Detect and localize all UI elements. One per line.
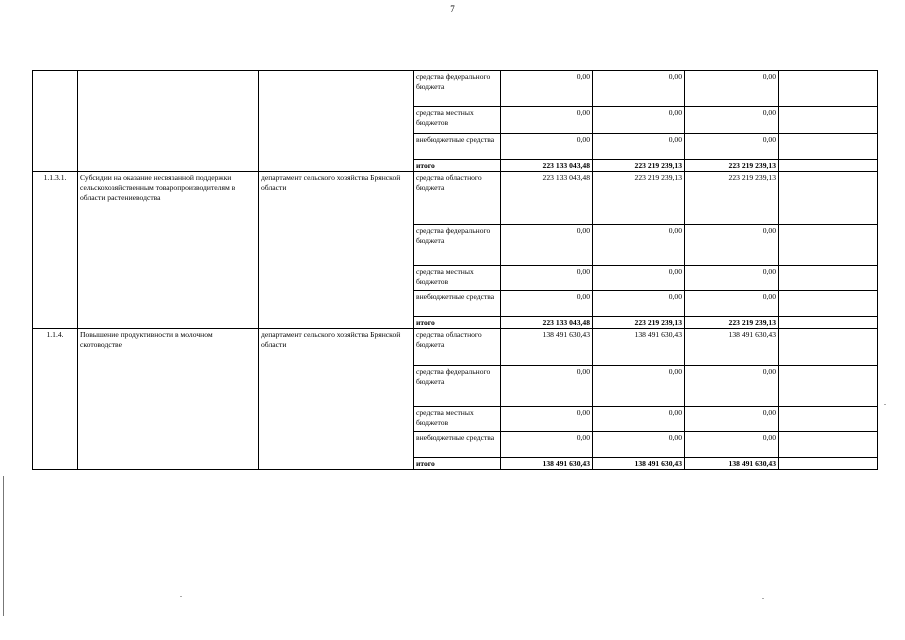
scan-artifact-dot <box>180 596 182 597</box>
amount-cell-year-3: 0,00 <box>685 71 779 107</box>
funding-source-cell: средства федерального бюджета <box>414 366 501 407</box>
amount-cell-year-2: 0,00 <box>593 134 685 160</box>
empty-cell <box>779 71 878 107</box>
amount-cell-year-2: 0,00 <box>593 366 685 407</box>
amount-cell-year-2: 138 491 630,43 <box>593 458 685 470</box>
amount-cell-year-2: 223 219 239,13 <box>593 160 685 172</box>
empty-cell <box>779 291 878 317</box>
empty-cell <box>779 160 878 172</box>
amount-cell-year-3: 0,00 <box>685 407 779 432</box>
amount-cell-year-1: 0,00 <box>501 225 593 266</box>
empty-cell <box>779 458 878 470</box>
activity-name-cell: Повышение продуктивности в молочном скотоводстве <box>78 329 259 470</box>
amount-cell-year-1: 223 133 043,48 <box>501 160 593 172</box>
funding-source-cell: внебюджетные средства <box>414 134 501 160</box>
amount-cell-year-1: 0,00 <box>501 366 593 407</box>
amount-cell-year-3: 0,00 <box>685 432 779 458</box>
scan-artifact-line <box>3 476 4 616</box>
funding-source-cell: средства местных бюджетов <box>414 407 501 432</box>
table-row <box>33 329 878 366</box>
amount-cell-year-3: 0,00 <box>685 366 779 407</box>
scan-artifact-dot <box>884 404 886 405</box>
amount-cell-year-1: 0,00 <box>501 432 593 458</box>
empty-cell <box>779 366 878 407</box>
empty-cell <box>779 225 878 266</box>
name-cell <box>78 71 259 172</box>
funding-source-cell: средства местных бюджетов <box>414 266 501 291</box>
activity-code-cell: 1.1.3.1. <box>33 172 78 329</box>
funding-source-cell: средства областного бюджета <box>414 329 501 366</box>
amount-cell-year-2: 0,00 <box>593 225 685 266</box>
executor-cell: департамент сельского хозяйства Брянской области <box>259 329 414 470</box>
empty-cell <box>779 134 878 160</box>
funding-source-cell: внебюджетные средства <box>414 291 501 317</box>
amount-cell-year-3: 223 219 239,13 <box>685 317 779 329</box>
funding-source-cell: средства федерального бюджета <box>414 71 501 107</box>
amount-cell-year-3: 0,00 <box>685 107 779 134</box>
amount-cell-year-2: 0,00 <box>593 291 685 317</box>
activity-code-cell: 1.1.4. <box>33 329 78 470</box>
amount-cell-year-3: 0,00 <box>685 291 779 317</box>
table-row <box>33 172 878 225</box>
amount-cell-year-2: 223 219 239,13 <box>593 172 685 225</box>
empty-cell <box>779 407 878 432</box>
executor-cell <box>259 71 414 172</box>
amount-cell-year-1: 0,00 <box>501 134 593 160</box>
empty-cell <box>779 172 878 225</box>
code-cell <box>33 71 78 172</box>
amount-cell-year-1: 223 133 043,48 <box>501 317 593 329</box>
amount-cell-year-3: 0,00 <box>685 266 779 291</box>
amount-cell-year-3: 0,00 <box>685 134 779 160</box>
amount-cell-year-1: 0,00 <box>501 71 593 107</box>
amount-cell-year-3: 223 219 239,13 <box>685 160 779 172</box>
amount-cell-year-2: 0,00 <box>593 266 685 291</box>
amount-cell-year-2: 0,00 <box>593 432 685 458</box>
funding-source-cell: средства федерального бюджета <box>414 225 501 266</box>
amount-cell-year-2: 138 491 630,43 <box>593 329 685 366</box>
empty-cell <box>779 329 878 366</box>
amount-cell-year-1: 138 491 630,43 <box>501 458 593 470</box>
amount-cell-year-3: 0,00 <box>685 225 779 266</box>
amount-cell-year-1: 223 133 043,48 <box>501 172 593 225</box>
executor-cell: департамент сельского хозяйства Брянской области <box>259 172 414 329</box>
amount-cell-year-2: 223 219 239,13 <box>593 317 685 329</box>
funding-source-cell: итого <box>414 317 501 329</box>
empty-cell <box>779 317 878 329</box>
empty-cell <box>779 432 878 458</box>
page-number: 7 <box>450 4 455 14</box>
amount-cell-year-3: 138 491 630,43 <box>685 329 779 366</box>
table-body <box>33 71 878 470</box>
amount-cell-year-3: 138 491 630,43 <box>685 458 779 470</box>
amount-cell-year-1: 138 491 630,43 <box>501 329 593 366</box>
amount-cell-year-2: 0,00 <box>593 407 685 432</box>
amount-cell-year-1: 0,00 <box>501 266 593 291</box>
funding-source-cell: итого <box>414 458 501 470</box>
funding-source-cell: средства областного бюджета <box>414 172 501 225</box>
empty-cell <box>779 107 878 134</box>
funding-source-cell: итого <box>414 160 501 172</box>
amount-cell-year-3: 223 219 239,13 <box>685 172 779 225</box>
empty-cell <box>779 266 878 291</box>
amount-cell-year-1: 0,00 <box>501 407 593 432</box>
budget-table <box>32 70 878 470</box>
funding-source-cell: внебюджетные средства <box>414 432 501 458</box>
scan-artifact-dot <box>762 598 764 599</box>
activity-name-cell: Субсидии на оказание несвязанной поддержки сельскохозяйственным товаропроизводителям в области растениеводства <box>78 172 259 329</box>
amount-cell-year-1: 0,00 <box>501 291 593 317</box>
table-row <box>33 71 878 107</box>
amount-cell-year-2: 0,00 <box>593 71 685 107</box>
amount-cell-year-2: 0,00 <box>593 107 685 134</box>
amount-cell-year-1: 0,00 <box>501 107 593 134</box>
funding-source-cell: средства местных бюджетов <box>414 107 501 134</box>
